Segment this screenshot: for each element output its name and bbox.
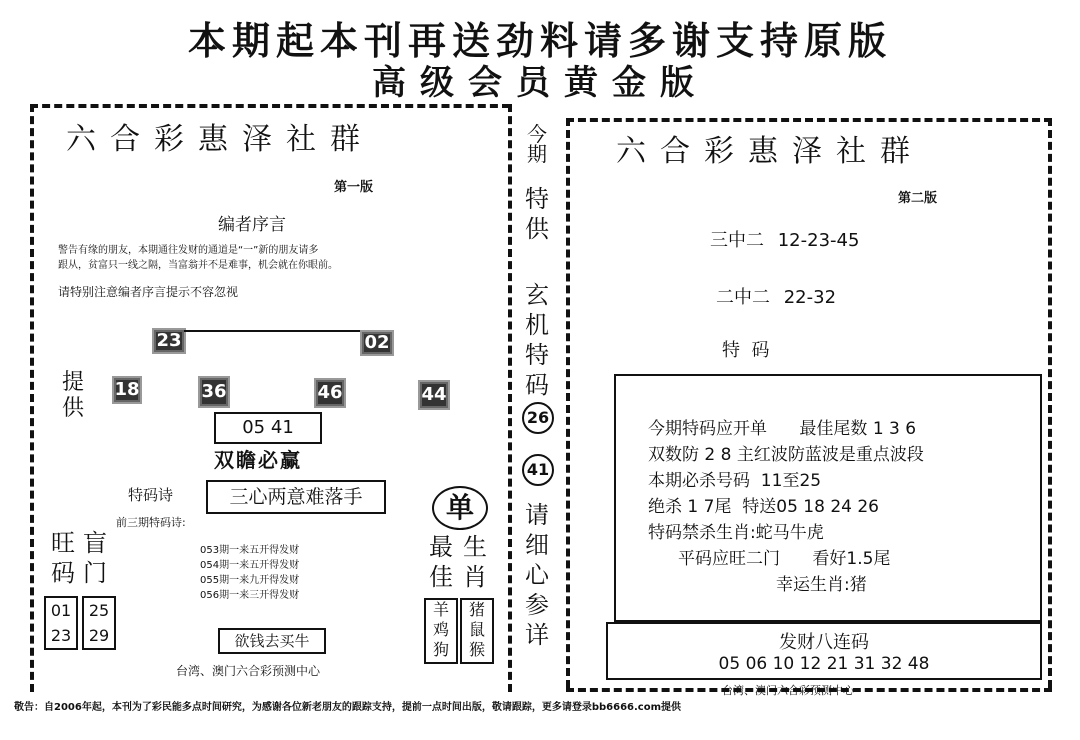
slogan-box: 欲钱去买牛 xyxy=(218,628,326,654)
preface-line-2: 跟从，贫富只一线之隔，当富翁并不是难事，机会就在你眼前。 xyxy=(58,260,338,271)
linked-line xyxy=(184,330,360,332)
preface-notice: 请特别注意编者序言提示不容忽视 xyxy=(58,285,239,299)
wang-numbers: 01 23 xyxy=(44,596,78,650)
preface-line-1: 警告有缘的朋友，本期通往发财的通道是“一”新的朋友请多 xyxy=(58,245,319,256)
history-line: 056期一来三开得发财 xyxy=(200,590,300,601)
prediction-line: 今期特码应开单 最佳尾数 1 3 6 xyxy=(648,419,917,439)
prediction-line: 双数防 2 8 主红波防蓝波是重点波段 xyxy=(648,445,924,465)
right-panel-border-left xyxy=(566,118,570,688)
poem-box: 三心两意难落手 xyxy=(206,480,386,514)
middle-mystic: 玄 机 特 码 xyxy=(525,281,549,399)
prev3-label: 前三期特码诗: xyxy=(116,516,186,529)
prediction-line: 平码应旺二门 看好1.5尾 xyxy=(678,549,891,569)
provide-number: 44 xyxy=(418,380,450,410)
right-panel-border-right xyxy=(1048,118,1052,688)
two-of-two-numbers: 22-32 xyxy=(783,287,837,308)
mang-numbers: 25 29 xyxy=(82,596,116,650)
right-edition: 第二版 xyxy=(898,191,938,206)
best-zodiac-b: 猪 鼠 猴 xyxy=(460,598,494,664)
two-of-two xyxy=(716,283,836,309)
history-line: 054期一来五开得发财 xyxy=(200,560,300,571)
middle-special: 特 供 xyxy=(525,185,549,243)
left-panel-border-right xyxy=(508,104,512,692)
zodiac-label: 生 肖 xyxy=(463,533,487,591)
left-panel-border-left xyxy=(30,104,34,692)
linked-number-b: 02 xyxy=(360,330,394,356)
eight-numbers: 05 06 10 12 21 31 32 48 xyxy=(718,654,930,674)
eight-label: 发财八连码 xyxy=(779,632,869,653)
three-of-two-numbers: 12-23-45 xyxy=(777,230,860,251)
middle-top-chars: 今 期 xyxy=(527,122,547,166)
three-of-two-label: 三中二 xyxy=(710,230,764,251)
special-label: 特 码 xyxy=(722,340,770,361)
header-line-2: 高级会员黄金版 xyxy=(372,63,708,103)
double-label: 双瞻必赢 xyxy=(214,448,302,472)
two-of-two-label: 二中二 xyxy=(716,287,770,308)
provide-number: 36 xyxy=(198,376,230,408)
header-line-1: 本期起本刊再送劲料请多谢支持原版 xyxy=(187,18,892,63)
footer-notice: 敬告：自2006年起，本刊为了彩民能多点时间研究，为感谢各位新老朋友的跟踪支持，提前一点时间出版，敬请跟踪，更多请登录bb6666.com提供 xyxy=(14,702,681,713)
history-line: 055期一来九开得发财 xyxy=(200,575,300,586)
single-circle: 单 xyxy=(432,486,488,530)
provide-number: 46 xyxy=(314,378,346,408)
prediction-line: 本期必杀号码 11至25 xyxy=(648,471,822,491)
wang-label: 旺 码 xyxy=(51,529,75,587)
provide-label: 提 供 xyxy=(61,370,84,421)
best-zodiac-a: 羊 鸡 狗 xyxy=(424,598,458,664)
left-panel-title: 六合彩惠泽社群 xyxy=(66,122,374,157)
prediction-line: 幸运生肖:猪 xyxy=(776,575,867,595)
poem-label: 特码诗 xyxy=(128,486,174,504)
poem-history xyxy=(200,543,299,603)
middle-circle-number: 26 xyxy=(522,402,554,434)
left-edition: 第一版 xyxy=(334,180,374,195)
middle-circle-number: 41 xyxy=(522,454,554,486)
three-of-two xyxy=(710,226,859,252)
right-panel-title: 六合彩惠泽社群 xyxy=(616,134,924,169)
provide-number: 18 xyxy=(112,376,142,404)
left-panel-border-top xyxy=(30,104,510,108)
preface-title: 编者序言 xyxy=(218,215,286,235)
prediction-line: 特码禁杀生肖:蛇马牛虎 xyxy=(648,523,824,543)
best-label: 最 佳 xyxy=(429,533,453,591)
history-line: 053期一来五开得发财 xyxy=(200,545,300,556)
mang-label: 盲 门 xyxy=(83,529,107,587)
left-source: 台湾、澳门六合彩预测中心 xyxy=(176,664,321,678)
right-source: 台湾、澳门六合彩预测中心 xyxy=(722,684,854,697)
prediction-line: 绝杀 1 7尾 特送05 18 24 26 xyxy=(648,497,879,517)
pair-box: 05 41 xyxy=(214,412,322,444)
linked-number-a: 23 xyxy=(152,328,186,354)
preface-text xyxy=(58,243,478,273)
right-panel-border-top xyxy=(566,118,1052,122)
middle-tail: 请 细 心 参 详 xyxy=(525,501,549,649)
